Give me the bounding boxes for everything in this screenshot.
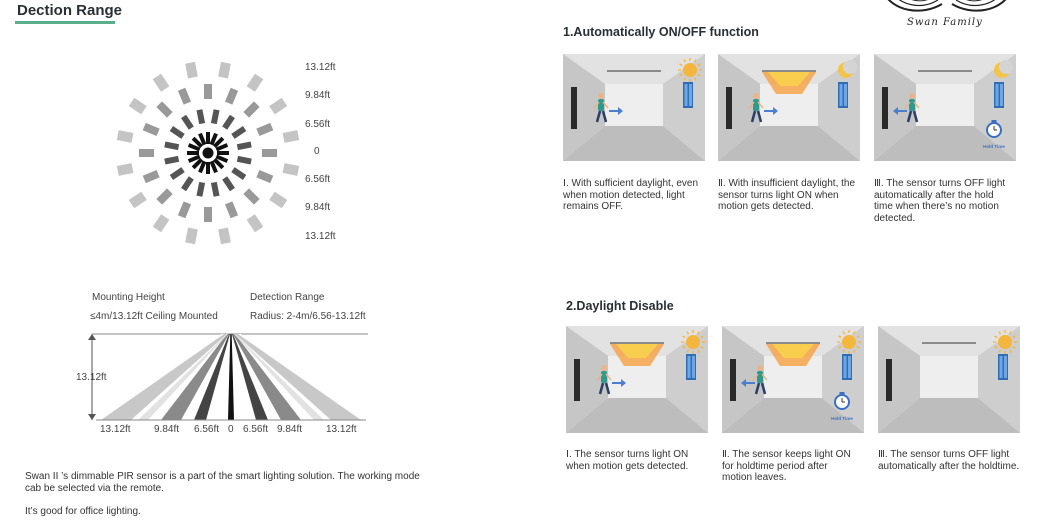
detection-zone-segment — [229, 203, 235, 217]
detection-zone-segment — [237, 159, 251, 162]
axis-label: 13.12ft — [100, 424, 131, 435]
detection-zone-segment — [132, 196, 144, 204]
auto-caption-1: Ⅰ. With sufficient daylight, even when motion detected, light remains OFF. — [563, 178, 699, 212]
detection-zone-segment — [223, 229, 226, 244]
auto-caption-2: Ⅱ. With insufficient daylight, the sensor turns light ON when motion gets detected. — [718, 178, 856, 212]
detection-zone-segment — [214, 182, 217, 196]
ring-label: 6.56ft — [305, 119, 331, 130]
axis-label: 9.84ft — [277, 424, 303, 435]
daylight-scene-3 — [878, 326, 1020, 433]
detection-zone-segment — [182, 203, 188, 217]
detection-zone-segment — [225, 116, 233, 128]
description-text: Swan II ’s dimmable PIR sensor is a part of the smart lighting solution. The working mode cab be selected via the remote. — [25, 471, 420, 494]
detection-zone-segment — [190, 63, 193, 78]
detection-zone-segment — [157, 77, 165, 89]
mounting-height-value: ≤4m/13.12ft Ceiling Mounted — [90, 311, 218, 322]
hold-time-label: Hold Time — [983, 144, 1005, 149]
detection-zone-segment — [184, 116, 192, 128]
detection-zone-segment — [165, 144, 179, 147]
detection-zone-segment — [251, 77, 259, 89]
detection-zone-segment — [258, 127, 272, 133]
ring-label: 13.12ft — [305, 62, 336, 73]
detection-zone-segment — [225, 178, 233, 190]
daylight-caption-1: Ⅰ. The sensor turns light ON when motion gets detected. — [566, 449, 689, 472]
detection-zone-segment — [223, 63, 226, 78]
daylight-caption-3: Ⅲ. The sensor turns OFF light automatically after the holdtime. — [878, 449, 1020, 472]
ring-label: 9.84ft — [305, 90, 331, 101]
description-note: It’s good for office lighting. — [25, 506, 141, 517]
detection-zone-segment — [144, 174, 158, 180]
detection-zone-segment — [233, 170, 245, 178]
auto-section-title: 1.Automatically ON/OFF function — [563, 25, 759, 39]
auto-scene-3 — [874, 54, 1016, 161]
detection-zone-segment — [284, 135, 299, 138]
detection-zone-segment — [272, 196, 284, 204]
detection-zone-segment — [272, 102, 284, 110]
auto-caption-3: Ⅲ. The sensor turns OFF light automatically after the hold time when there’s no motion detected. — [874, 178, 1006, 224]
daylight-caption-2: Ⅱ. The sensor keeps light ON for holdtime period after motion leaves. — [722, 449, 851, 483]
detection-pattern-diagram — [115, 60, 301, 246]
detection-range-value: Radius: 2-4m/6.56-13.12ft — [250, 311, 366, 322]
axis-label: 9.84ft — [154, 424, 180, 435]
hold-time-label: Hold Time — [831, 416, 853, 421]
detection-zone-segment — [214, 110, 217, 124]
detection-zone-segment — [199, 182, 202, 196]
axis-label: 6.56ft — [194, 424, 220, 435]
ring-label: 0 — [314, 146, 320, 157]
detection-zone-segment — [118, 168, 133, 171]
brand-logo — [872, 0, 1022, 32]
detection-zone-segment — [144, 127, 158, 133]
detection-zone-segment — [246, 191, 257, 202]
ring-label: 6.56ft — [305, 174, 331, 185]
detection-zone-segment — [246, 104, 257, 115]
auto-scene-1 — [563, 54, 705, 161]
detection-zone-segment — [132, 102, 144, 110]
detection-zone-segment — [118, 135, 133, 138]
detection-zone-segment — [190, 229, 193, 244]
cone-height-label: 13.12ft — [76, 372, 107, 383]
brand-name: Swan Family — [907, 17, 983, 28]
detection-zone-segment — [233, 129, 245, 137]
detection-range-label: Detection Range — [250, 292, 325, 303]
axis-label: 13.12ft — [326, 424, 357, 435]
daylight-scene-1 — [566, 326, 708, 433]
daylight-scene-2 — [722, 326, 864, 433]
detection-zone-segment — [171, 129, 183, 137]
axis-label: 0 — [228, 424, 234, 435]
detection-zone-segment — [199, 110, 202, 124]
axis-label: 6.56ft — [243, 424, 269, 435]
detection-zone-segment — [237, 144, 251, 147]
auto-scene-2 — [718, 54, 860, 161]
detection-zone-segment — [258, 174, 272, 180]
title-underline — [15, 21, 115, 24]
detection-zone-segment — [184, 178, 192, 190]
detection-zone-segment — [165, 159, 179, 162]
ring-label: 13.12ft — [305, 231, 336, 242]
daylight-section-title: 2.Daylight Disable — [566, 299, 674, 313]
mounting-height-label: Mounting Height — [92, 292, 165, 303]
detection-zone-segment — [157, 217, 165, 229]
detection-zone-segment — [171, 170, 183, 178]
sensor-center-mark — [203, 148, 214, 159]
page-title: Dection Range — [17, 2, 123, 19]
detection-zone-segment — [159, 191, 170, 202]
detection-zone-segment — [182, 89, 188, 103]
detection-zone-segment — [229, 89, 235, 103]
detection-cone-diagram — [86, 330, 376, 425]
detection-zone-segment — [284, 168, 299, 171]
ring-label: 9.84ft — [305, 202, 331, 213]
detection-zone-segment — [251, 217, 259, 229]
detection-zone-segment — [159, 104, 170, 115]
